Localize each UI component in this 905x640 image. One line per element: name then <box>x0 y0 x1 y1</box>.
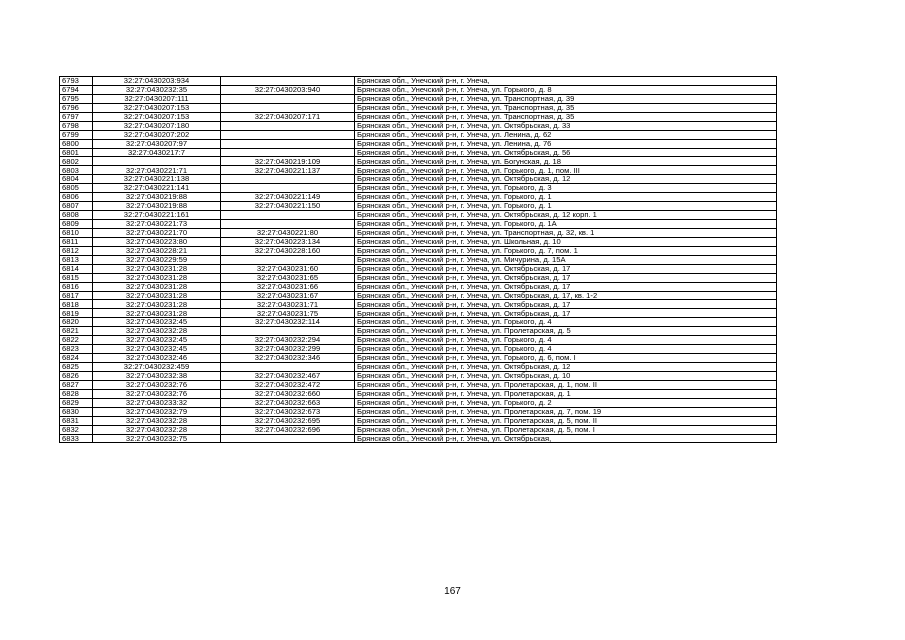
cell-cadastral-number: 32:27:0430221:71 <box>93 166 221 175</box>
table-row <box>60 398 777 407</box>
cell-address: Брянская обл., Унечский р-н, г. Унеча, ул. Октябрьская, д. 17 <box>355 264 777 273</box>
cell-parent-cadastral-number: 32:27:0430221:149 <box>221 193 355 202</box>
cell-row-number: 6802 <box>60 157 93 166</box>
cell-cadastral-number: 32:27:0430232:38 <box>93 371 221 380</box>
cell-parent-cadastral-number: 32:27:0430232:294 <box>221 336 355 345</box>
cell-address: Брянская обл., Унечский р-н, г. Унеча, ул. Октябрьская, д. 10 <box>355 371 777 380</box>
cell-address: Брянская обл., Унечский р-н, г. Унеча, ул. Пролетарская, д. 1 <box>355 389 777 398</box>
cell-parent-cadastral-number <box>221 130 355 139</box>
table-row <box>60 371 777 380</box>
cell-cadastral-number: 32:27:0430221:138 <box>93 175 221 184</box>
cell-parent-cadastral-number: 32:27:0430232:696 <box>221 425 355 434</box>
table-row <box>60 228 777 237</box>
cell-parent-cadastral-number: 32:27:0430221:137 <box>221 166 355 175</box>
cell-address: Брянская обл., Унечский р-н, г. Унеча, ул. Октябрьская, д. 17 <box>355 282 777 291</box>
cell-parent-cadastral-number: 32:27:0430223:134 <box>221 237 355 246</box>
cell-cadastral-number: 32:27:0430232:45 <box>93 336 221 345</box>
cell-cadastral-number: 32:27:0430231:28 <box>93 291 221 300</box>
table-row <box>60 175 777 184</box>
cell-row-number: 6825 <box>60 363 93 372</box>
table-row <box>60 264 777 273</box>
table-row <box>60 345 777 354</box>
cell-cadastral-number: 32:27:0430232:76 <box>93 380 221 389</box>
table-row <box>60 237 777 246</box>
cell-cadastral-number: 32:27:0430219:88 <box>93 193 221 202</box>
cell-address: Брянская обл., Унечский р-н, г. Унеча, ул. Горького, д. 4 <box>355 345 777 354</box>
cell-address: Брянская обл., Унечский р-н, г. Унеча, ул. Горького, д. 6, пом. I <box>355 354 777 363</box>
cell-cadastral-number: 32:27:0430231:28 <box>93 282 221 291</box>
cell-parent-cadastral-number: 32:27:0430203:940 <box>221 85 355 94</box>
cell-address: Брянская обл., Унечский р-н, г. Унеча, ул. Пролетарская, д. 7, пом. 19 <box>355 407 777 416</box>
cell-cadastral-number: 32:27:0430207:153 <box>93 103 221 112</box>
cell-parent-cadastral-number: 32:27:0430232:695 <box>221 416 355 425</box>
cell-cadastral-number: 32:27:0430232:79 <box>93 407 221 416</box>
cell-cadastral-number: 32:27:0430207:180 <box>93 121 221 130</box>
cell-address: Брянская обл., Унечский р-н, г. Унеча, ул. Горького, д. 7, пом. 1 <box>355 246 777 255</box>
cell-parent-cadastral-number <box>221 94 355 103</box>
cell-address: Брянская обл., Унечский р-н, г. Унеча, ул. Октябрьская, д. 17, кв. 1-2 <box>355 291 777 300</box>
cell-row-number: 6805 <box>60 184 93 193</box>
table-row <box>60 354 777 363</box>
cell-parent-cadastral-number: 32:27:0430221:80 <box>221 228 355 237</box>
table-row <box>60 389 777 398</box>
table-row <box>60 130 777 139</box>
cell-parent-cadastral-number: 32:27:0430231:66 <box>221 282 355 291</box>
cell-address: Брянская обл., Унечский р-н, г. Унеча, ул. Школьная, д. 10 <box>355 237 777 246</box>
cell-row-number: 6807 <box>60 202 93 211</box>
cell-row-number: 6810 <box>60 228 93 237</box>
table-row <box>60 291 777 300</box>
cell-row-number: 6822 <box>60 336 93 345</box>
cell-row-number: 6795 <box>60 94 93 103</box>
cell-cadastral-number: 32:27:0430232:45 <box>93 318 221 327</box>
table-row <box>60 77 777 86</box>
table-row <box>60 139 777 148</box>
cell-row-number: 6799 <box>60 130 93 139</box>
table-row <box>60 85 777 94</box>
table-row <box>60 246 777 255</box>
cell-parent-cadastral-number: 32:27:0430232:663 <box>221 398 355 407</box>
cell-cadastral-number: 32:27:0430233:32 <box>93 398 221 407</box>
cell-parent-cadastral-number: 32:27:0430231:67 <box>221 291 355 300</box>
table-row <box>60 112 777 121</box>
cell-parent-cadastral-number <box>221 327 355 336</box>
cell-parent-cadastral-number: 32:27:0430228:160 <box>221 246 355 255</box>
table-row <box>60 193 777 202</box>
cell-parent-cadastral-number: 32:27:0430221:150 <box>221 202 355 211</box>
cell-parent-cadastral-number: 32:27:0430219:109 <box>221 157 355 166</box>
cell-address: Брянская обл., Унечский р-н, г. Унеча, ул. Горького, д. 4 <box>355 336 777 345</box>
registry-table-body <box>60 77 777 443</box>
cell-address: Брянская обл., Унечский р-н, г. Унеча, ул. Горького, д. 4 <box>355 318 777 327</box>
cell-cadastral-number: 32:27:0430232:45 <box>93 345 221 354</box>
cell-parent-cadastral-number <box>221 148 355 157</box>
cell-row-number: 6808 <box>60 211 93 220</box>
cell-address: Брянская обл., Унечский р-н, г. Унеча, ул. Горького, д. 2 <box>355 398 777 407</box>
cell-address: Брянская обл., Унечский р-н, г. Унеча, ул. Горького, д. 3 <box>355 184 777 193</box>
cell-cadastral-number: 32:27:0430232:459 <box>93 363 221 372</box>
cell-cadastral-number: 32:27:0430207:97 <box>93 139 221 148</box>
cell-parent-cadastral-number: 32:27:0430231:65 <box>221 273 355 282</box>
cell-row-number: 6797 <box>60 112 93 121</box>
cell-row-number: 6826 <box>60 371 93 380</box>
cell-cadastral-number: 32:27:0430217:7 <box>93 148 221 157</box>
cell-cadastral-number: 32:27:0430231:28 <box>93 300 221 309</box>
cell-row-number: 6800 <box>60 139 93 148</box>
cell-cadastral-number: 32:27:0430223:80 <box>93 237 221 246</box>
table-row <box>60 407 777 416</box>
cell-row-number: 6828 <box>60 389 93 398</box>
table-row <box>60 255 777 264</box>
cell-cadastral-number: 32:27:0430231:28 <box>93 264 221 273</box>
table-row <box>60 300 777 309</box>
cell-address: Брянская обл., Унечский р-н, г. Унеча, ул. Мичурина, д. 15А <box>355 255 777 264</box>
cell-cadastral-number: 32:27:0430232:46 <box>93 354 221 363</box>
cell-address: Брянская обл., Унечский р-н, г. Унеча, ул. Октябрьская, д. 17 <box>355 300 777 309</box>
cell-cadastral-number: 32:27:0430221:161 <box>93 211 221 220</box>
cell-address: Брянская обл., Унечский р-н, г. Унеча, ул. Горького, д. 1 <box>355 193 777 202</box>
cell-address: Брянская обл., Унечский р-н, г. Унеча, ул. Горького, д. 1А <box>355 220 777 229</box>
cell-row-number: 6813 <box>60 255 93 264</box>
table-row <box>60 309 777 318</box>
cell-cadastral-number: 32:27:0430221:141 <box>93 184 221 193</box>
cell-parent-cadastral-number: 32:27:0430232:299 <box>221 345 355 354</box>
cell-row-number: 6817 <box>60 291 93 300</box>
table-row <box>60 318 777 327</box>
cell-row-number: 6812 <box>60 246 93 255</box>
table-row <box>60 211 777 220</box>
table-row <box>60 148 777 157</box>
cell-parent-cadastral-number: 32:27:0430231:60 <box>221 264 355 273</box>
cell-parent-cadastral-number <box>221 103 355 112</box>
cell-cadastral-number: 32:27:0430207:202 <box>93 130 221 139</box>
cell-cadastral-number: 32:27:0430203:934 <box>93 77 221 86</box>
cell-cadastral-number: 32:27:0430232:28 <box>93 416 221 425</box>
cell-parent-cadastral-number: 32:27:0430207:171 <box>221 112 355 121</box>
cell-parent-cadastral-number: 32:27:0430232:660 <box>221 389 355 398</box>
cell-row-number: 6820 <box>60 318 93 327</box>
cell-address: Брянская обл., Унечский р-н, г. Унеча, ул. Ленина, д. 62 <box>355 130 777 139</box>
table-row <box>60 363 777 372</box>
table-row <box>60 202 777 211</box>
cell-row-number: 6818 <box>60 300 93 309</box>
cell-cadastral-number: 32:27:0430221:70 <box>93 228 221 237</box>
cell-parent-cadastral-number <box>221 184 355 193</box>
table-row <box>60 282 777 291</box>
cell-address: Брянская обл., Унечский р-н, г. Унеча, ул. Транспортная, д. 32, кв. 1 <box>355 228 777 237</box>
cell-row-number: 6831 <box>60 416 93 425</box>
cell-cadastral-number: 32:27:0430229:59 <box>93 255 221 264</box>
cell-address: Брянская обл., Унечский р-н, г. Унеча, ул. Богунская, д. 18 <box>355 157 777 166</box>
cell-parent-cadastral-number <box>221 139 355 148</box>
table-row <box>60 380 777 389</box>
cell-row-number: 6814 <box>60 264 93 273</box>
cell-parent-cadastral-number: 32:27:0430231:75 <box>221 309 355 318</box>
cell-cadastral-number: 32:27:0430232:28 <box>93 425 221 434</box>
registry-table <box>59 76 777 443</box>
cell-row-number: 6821 <box>60 327 93 336</box>
cell-address: Брянская обл., Унечский р-н, г. Унеча, ул. Октябрьская, д. 12 <box>355 363 777 372</box>
cell-row-number: 6794 <box>60 85 93 94</box>
cell-row-number: 6833 <box>60 434 93 443</box>
cell-parent-cadastral-number: 32:27:0430232:467 <box>221 371 355 380</box>
cell-address: Брянская обл., Унечский р-н, г. Унеча, ул. Октябрьская, д. 17 <box>355 273 777 282</box>
cell-parent-cadastral-number: 32:27:0430231:71 <box>221 300 355 309</box>
cell-address: Брянская обл., Унечский р-н, г. Унеча, ул. Горького, д. 1 <box>355 202 777 211</box>
table-row <box>60 94 777 103</box>
cell-cadastral-number: 32:27:0430232:28 <box>93 327 221 336</box>
cell-row-number: 6819 <box>60 309 93 318</box>
cell-cadastral-number: 32:27:0430221:73 <box>93 220 221 229</box>
cell-address: Брянская обл., Унечский р-н, г. Унеча, ул. Октябрьская, д. 17 <box>355 309 777 318</box>
cell-parent-cadastral-number: 32:27:0430232:346 <box>221 354 355 363</box>
cell-parent-cadastral-number <box>221 255 355 264</box>
cell-row-number: 6829 <box>60 398 93 407</box>
cell-row-number: 6804 <box>60 175 93 184</box>
table-row <box>60 425 777 434</box>
cell-row-number: 6798 <box>60 121 93 130</box>
cell-row-number: 6827 <box>60 380 93 389</box>
cell-address: Брянская обл., Унечский р-н, г. Унеча, ул. Октябрьская, д. 33 <box>355 121 777 130</box>
table-row <box>60 327 777 336</box>
table-row <box>60 416 777 425</box>
cell-row-number: 6809 <box>60 220 93 229</box>
cell-address: Брянская обл., Унечский р-н, г. Унеча, ул. Транспортная, д. 35 <box>355 103 777 112</box>
table-row <box>60 273 777 282</box>
cell-address: Брянская обл., Унечский р-н, г. Унеча, ул. Горького, д. 1, пом. III <box>355 166 777 175</box>
cell-address: Брянская обл., Унечский р-н, г. Унеча, ул. Октябрьская, <box>355 434 777 443</box>
cell-address: Брянская обл., Унечский р-н, г. Унеча, ул. Пролетарская, д. 1, пом. II <box>355 380 777 389</box>
cell-address: Брянская обл., Унечский р-н, г. Унеча, ул. Пролетарская, д. 5, пом. II <box>355 416 777 425</box>
cell-cadastral-number: 32:27:0430228:21 <box>93 246 221 255</box>
cell-address: Брянская обл., Унечский р-н, г. Унеча, ул. Октябрьская, д. 56 <box>355 148 777 157</box>
cell-address: Брянская обл., Унечский р-н, г. Унеча, ул. Октябрьская, д. 12 корп. 1 <box>355 211 777 220</box>
page-number: 167 <box>444 586 461 597</box>
cell-cadastral-number: 32:27:0430231:28 <box>93 273 221 282</box>
cell-cadastral-number: 32:27:0430207:153 <box>93 112 221 121</box>
cell-cadastral-number: 32:27:0430232:35 <box>93 85 221 94</box>
table-row <box>60 121 777 130</box>
cell-parent-cadastral-number <box>221 211 355 220</box>
cell-row-number: 6796 <box>60 103 93 112</box>
cell-parent-cadastral-number <box>221 77 355 86</box>
cell-row-number: 6815 <box>60 273 93 282</box>
cell-cadastral-number <box>93 157 221 166</box>
cell-cadastral-number: 32:27:0430232:76 <box>93 389 221 398</box>
cell-cadastral-number: 32:27:0430219:88 <box>93 202 221 211</box>
table-row <box>60 220 777 229</box>
table-row <box>60 103 777 112</box>
cell-row-number: 6824 <box>60 354 93 363</box>
cell-row-number: 6811 <box>60 237 93 246</box>
cell-row-number: 6823 <box>60 345 93 354</box>
table-row <box>60 184 777 193</box>
cell-row-number: 6803 <box>60 166 93 175</box>
cell-row-number: 6830 <box>60 407 93 416</box>
cell-row-number: 6801 <box>60 148 93 157</box>
cell-parent-cadastral-number: 32:27:0430232:472 <box>221 380 355 389</box>
cell-address: Брянская обл., Унечский р-н, г. Унеча, ул. Транспортная, д. 39 <box>355 94 777 103</box>
cell-address: Брянская обл., Унечский р-н, г. Унеча, <box>355 77 777 86</box>
cell-cadastral-number: 32:27:0430231:28 <box>93 309 221 318</box>
cell-address: Брянская обл., Унечский р-н, г. Унеча, ул. Горького, д. 8 <box>355 85 777 94</box>
cell-cadastral-number: 32:27:0430232:75 <box>93 434 221 443</box>
cell-address: Брянская обл., Унечский р-н, г. Унеча, ул. Транспортная, д. 35 <box>355 112 777 121</box>
table-row <box>60 434 777 443</box>
cell-parent-cadastral-number: 32:27:0430232:114 <box>221 318 355 327</box>
table-row <box>60 166 777 175</box>
cell-parent-cadastral-number <box>221 175 355 184</box>
cell-row-number: 6806 <box>60 193 93 202</box>
cell-parent-cadastral-number <box>221 121 355 130</box>
cell-parent-cadastral-number <box>221 363 355 372</box>
cell-parent-cadastral-number <box>221 434 355 443</box>
cell-cadastral-number: 32:27:0430207:111 <box>93 94 221 103</box>
cell-address: Брянская обл., Унечский р-н, г. Унеча, ул. Октябрьская, д. 12 <box>355 175 777 184</box>
cell-row-number: 6816 <box>60 282 93 291</box>
cell-parent-cadastral-number <box>221 220 355 229</box>
table-row <box>60 157 777 166</box>
cell-address: Брянская обл., Унечский р-н, г. Унеча, ул. Пролетарская, д. 5, пом. I <box>355 425 777 434</box>
table-row <box>60 336 777 345</box>
cell-row-number: 6793 <box>60 77 93 86</box>
cell-row-number: 6832 <box>60 425 93 434</box>
cell-address: Брянская обл., Унечский р-н, г. Унеча, ул. Ленина, д. 76 <box>355 139 777 148</box>
cell-parent-cadastral-number: 32:27:0430232:673 <box>221 407 355 416</box>
cell-address: Брянская обл., Унечский р-н, г. Унеча, ул. Пролетарская, д. 5 <box>355 327 777 336</box>
